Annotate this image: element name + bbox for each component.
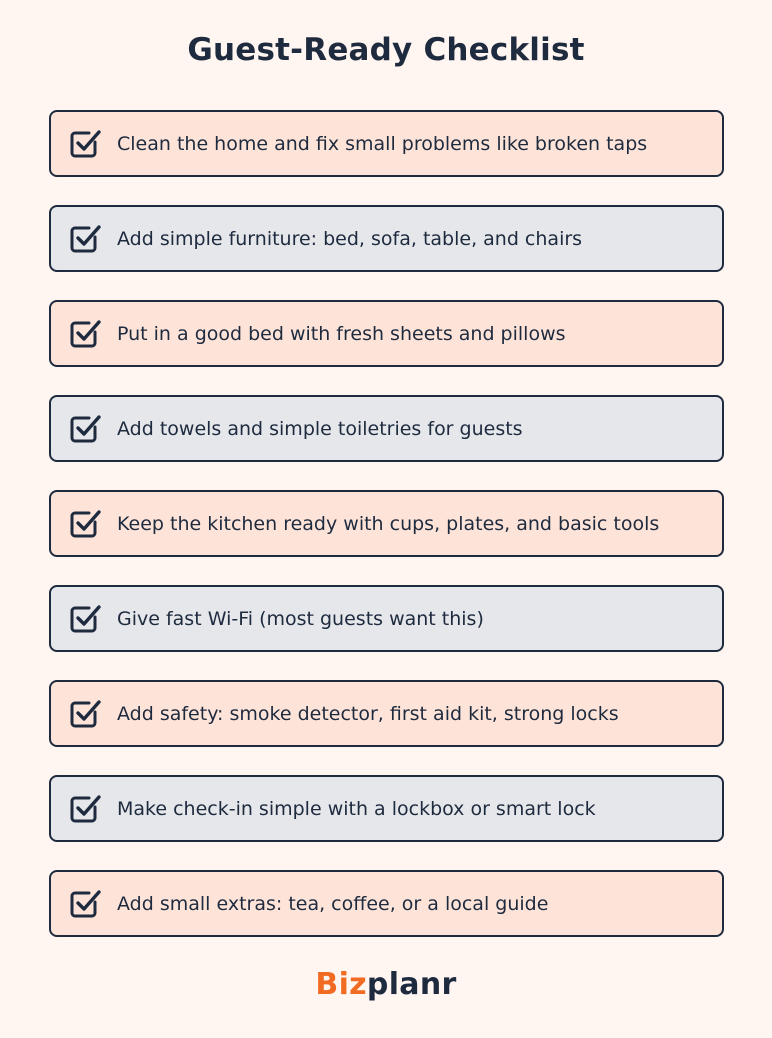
checkbox-checked-icon[interactable] — [67, 696, 103, 732]
checklist-item — [49, 110, 724, 177]
checkbox-checked-icon[interactable] — [67, 411, 103, 447]
checklist-item — [49, 205, 724, 272]
checkbox-checked-icon[interactable] — [67, 886, 103, 922]
checklist-item — [49, 775, 724, 842]
brand-logo-part-biz: Biz — [315, 967, 367, 1002]
checklist-item — [49, 395, 724, 462]
checklist-item — [49, 680, 724, 747]
brand-logo — [0, 967, 772, 1002]
checkbox-checked-icon[interactable] — [67, 316, 103, 352]
checklist-item — [49, 300, 724, 367]
checkbox-checked-icon[interactable] — [67, 126, 103, 162]
checklist — [49, 110, 724, 937]
checklist-item — [49, 490, 724, 557]
checklist-item-label: Add small extras: tea, coffee, or a local guide — [117, 892, 549, 915]
checklist-item — [49, 585, 724, 652]
checklist-item-label: Put in a good bed with fresh sheets and pillows — [117, 322, 566, 345]
checklist-item-label: Clean the home and fix small problems like broken taps — [117, 132, 648, 155]
checklist-item-label: Add simple furniture: bed, sofa, table, and chairs — [117, 227, 583, 250]
checklist-item-label: Give fast Wi-Fi (most guests want this) — [117, 607, 484, 630]
checklist-item-label: Make check-in simple with a lockbox or smart lock — [117, 797, 596, 820]
page-title: Guest-Ready Checklist — [187, 32, 585, 68]
checklist-item — [49, 870, 724, 937]
checklist-item-label: Add towels and simple toiletries for guests — [117, 417, 523, 440]
checklist-item-label: Add safety: smoke detector, first aid kit, strong locks — [117, 702, 619, 725]
checkbox-checked-icon[interactable] — [67, 506, 103, 542]
checkbox-checked-icon[interactable] — [67, 601, 103, 637]
checkbox-checked-icon[interactable] — [67, 221, 103, 257]
checklist-item-label: Keep the kitchen ready with cups, plates, and basic tools — [117, 512, 660, 535]
checkbox-checked-icon[interactable] — [67, 791, 103, 827]
brand-logo-part-planr: planr — [366, 967, 457, 1002]
